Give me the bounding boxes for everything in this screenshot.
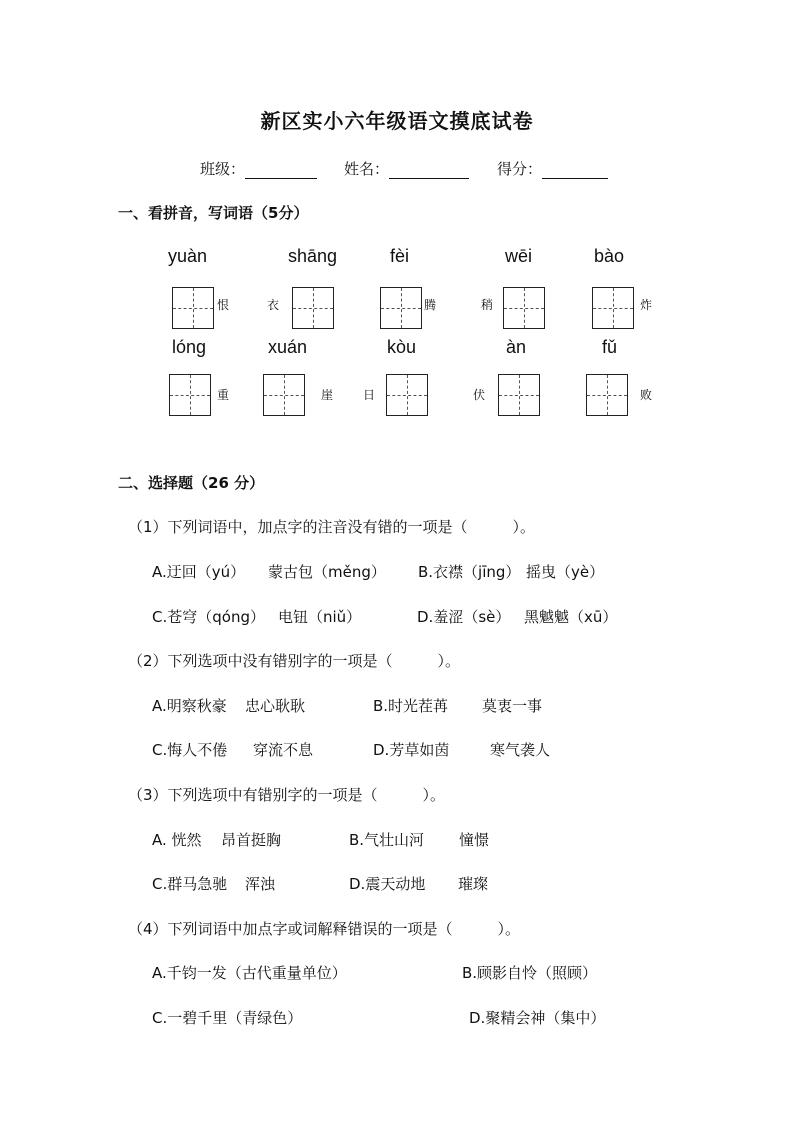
q4-option-a[interactable]: A.千钧一发（古代重量单位） <box>152 964 347 982</box>
q1-option-b[interactable]: B.衣襟（jīng） <box>418 563 521 581</box>
question-4-stem: （4）下列词语中加点字或词解释错误的一项是（ ）。 <box>128 920 521 938</box>
q3-option-b[interactable]: B.气壮山河 <box>349 831 425 849</box>
question-1-stem: （1）下列词语中，加点字的注音没有错的一项是（ ）。 <box>128 518 536 536</box>
q2-option-c[interactable]: C.悔人不倦 <box>152 741 228 759</box>
q2-option-b[interactable]: B.时光茬苒 <box>373 697 449 715</box>
given-char: 衣 <box>267 298 280 312</box>
pinyin: lóng <box>172 337 207 357</box>
q1-option-c[interactable]: C.苍穹（qóng） <box>152 608 265 626</box>
writing-box[interactable] <box>263 374 305 416</box>
q3-option-a[interactable]: A. 恍然 <box>152 831 202 849</box>
writing-box[interactable] <box>292 287 334 329</box>
q3-option-a-word2: 昂首挺胸 <box>221 831 282 849</box>
score-field <box>497 158 608 179</box>
given-char: 伏 <box>473 388 486 402</box>
pinyin: xuán <box>268 337 308 357</box>
given-char: 崖 <box>321 388 334 402</box>
question-2-stem: （2）下列选项中没有错别字的一项是（ ）。 <box>128 652 461 670</box>
pinyin: fǔ <box>602 337 618 357</box>
pinyin: àn <box>506 337 527 357</box>
writing-box[interactable] <box>586 374 628 416</box>
q1-option-a[interactable]: A.迂回（yú） <box>152 563 246 581</box>
name-label: 姓名： <box>344 160 390 178</box>
given-char: 恨 <box>217 298 230 312</box>
class-blank[interactable] <box>245 162 317 179</box>
pinyin: yuàn <box>168 246 208 266</box>
given-char: 炸 <box>640 298 653 312</box>
q4-option-c[interactable]: C.一碧千里（青绿色） <box>152 1009 303 1027</box>
score-label: 得分： <box>497 160 543 178</box>
q1-option-d-word2: 黑魆魆（xū） <box>524 608 618 626</box>
q1-option-c-word2: 电钮（niǔ） <box>278 608 362 626</box>
q3-option-c-word2: 浑浊 <box>245 875 276 893</box>
pinyin: wēi <box>505 246 533 266</box>
given-char: 腾 <box>424 298 437 312</box>
q1-option-d[interactable]: D.羞涩（sè） <box>417 608 511 626</box>
given-char: 败 <box>640 388 653 402</box>
q1-option-a-word2: 蒙古包（měng） <box>268 563 386 581</box>
pinyin: kòu <box>387 337 417 357</box>
given-char: 重 <box>217 388 230 402</box>
q3-option-c[interactable]: C.群马急驰 <box>152 875 228 893</box>
class-field <box>200 158 317 179</box>
q2-option-b-word2: 莫衷一事 <box>482 697 543 715</box>
pinyin: shāng <box>288 246 338 266</box>
writing-box[interactable] <box>592 287 634 329</box>
given-char: 稍 <box>481 298 494 312</box>
pinyin: fèi <box>390 246 410 266</box>
question-3-stem: （3）下列选项中有错别字的一项是（ ）。 <box>128 786 446 804</box>
q1-option-b-word2: 摇曳（yè） <box>526 563 605 581</box>
q2-option-c-word2: 穿流不息 <box>253 741 314 759</box>
q3-option-d-word2: 璀璨 <box>458 875 489 893</box>
writing-box[interactable] <box>503 287 545 329</box>
writing-box[interactable] <box>169 374 211 416</box>
q3-option-d[interactable]: D.震天动地 <box>349 875 426 893</box>
score-blank[interactable] <box>542 162 608 179</box>
name-field <box>344 158 469 179</box>
class-label: 班级： <box>200 160 246 178</box>
given-char: 日 <box>363 388 376 402</box>
pinyin: bào <box>594 246 625 266</box>
q3-option-b-word2: 憧憬 <box>459 831 490 849</box>
name-blank[interactable] <box>389 162 469 179</box>
q2-option-a[interactable]: A.明察秋豪 <box>152 697 227 715</box>
exam-title: 新区实小六年级语文摸底试卷 <box>260 109 534 133</box>
q2-option-d-word2: 寒气袭人 <box>490 741 551 759</box>
q2-option-a-word2: 忠心耿耿 <box>245 697 306 715</box>
q4-option-d[interactable]: D.聚精会神（集中） <box>469 1009 606 1027</box>
writing-box[interactable] <box>386 374 428 416</box>
writing-box[interactable] <box>380 287 422 329</box>
writing-box[interactable] <box>498 374 540 416</box>
section1-heading: 一、看拼音，写词语（5分） <box>118 204 309 222</box>
section2-heading: 二、选择题（26 分） <box>118 474 265 492</box>
q2-option-d[interactable]: D.芳草如茵 <box>373 741 450 759</box>
writing-box[interactable] <box>172 287 214 329</box>
q4-option-b[interactable]: B.顾影自怜（照顾） <box>462 964 598 982</box>
